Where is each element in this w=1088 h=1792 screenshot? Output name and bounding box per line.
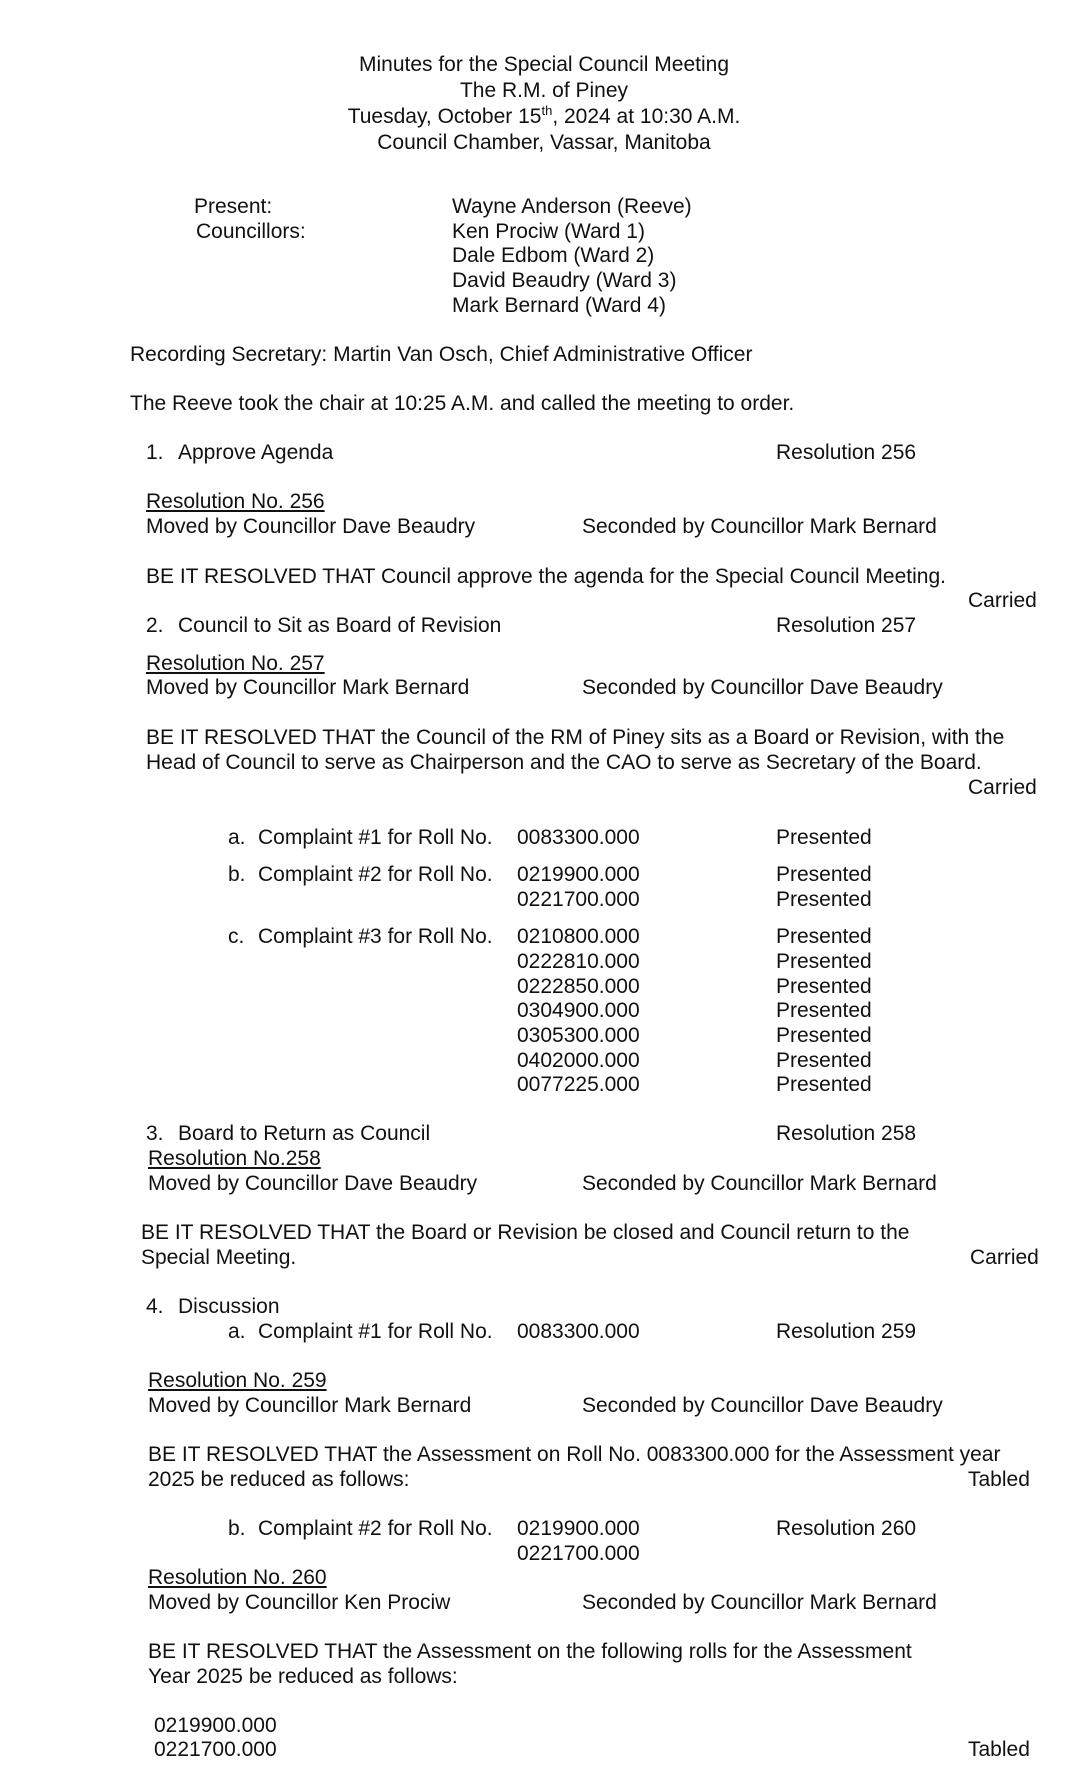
complaint-status: Presented xyxy=(776,888,872,911)
roll-number: 0402000.000 xyxy=(517,1049,640,1072)
item-title: Discussion xyxy=(178,1295,280,1318)
seconded-by: Seconded by Councillor Dave Beaudry xyxy=(582,676,943,699)
discussion-letter: b. xyxy=(228,1517,246,1540)
item-number: 4. xyxy=(146,1295,164,1318)
roll-number: 0222810.000 xyxy=(517,950,640,973)
moved-by: Moved by Councillor Ken Prociw xyxy=(148,1591,451,1614)
municipality-name: The R.M. of Piney xyxy=(459,79,629,102)
item-resolution-ref: Resolution 257 xyxy=(776,614,917,637)
resolution-text: BE IT RESOLVED THAT the Assessment on the following rolls for the Assessment xyxy=(148,1640,912,1663)
resolution-heading: Resolution No. 256 xyxy=(146,490,325,513)
discussion-label: Complaint #2 for Roll No. xyxy=(258,1517,493,1540)
roll-number: 0219900.000 xyxy=(517,1517,640,1540)
item-resolution-ref: Resolution 260 xyxy=(776,1517,917,1540)
roll-number: 0305300.000 xyxy=(517,1024,640,1047)
councillor-name: David Beaudry (Ward 3) xyxy=(452,269,677,292)
complaint-letter: a. xyxy=(228,826,246,849)
resolution-text: BE IT RESOLVED THAT the Board or Revision be closed and Council return to the xyxy=(141,1221,910,1244)
resolution-text: Head of Council to serve as Chairperson and the CAO to serve as Secretary of the Board. xyxy=(146,751,982,774)
resolution-status: Tabled xyxy=(968,1468,1030,1491)
item-number: 3. xyxy=(146,1122,164,1145)
councillor-name: Mark Bernard (Ward 4) xyxy=(452,294,666,317)
resolution-status: Carried xyxy=(970,1246,1039,1269)
moved-by: Moved by Councillor Mark Bernard xyxy=(146,676,470,699)
present-label: Present: xyxy=(194,195,273,218)
recording-secretary: Recording Secretary: Martin Van Osch, Chief Administrative Officer xyxy=(130,343,753,366)
item-resolution-ref: Resolution 258 xyxy=(776,1122,917,1145)
complaint-status: Presented xyxy=(776,1049,872,1072)
complaint-status: Presented xyxy=(776,863,872,886)
roll-number: 0219900.000 xyxy=(154,1714,277,1737)
item-title: Approve Agenda xyxy=(178,441,334,464)
complaint-label: Complaint #2 for Roll No. xyxy=(258,863,493,886)
resolution-text: BE IT RESOLVED THAT Council approve the agenda for the Special Council Meeting. xyxy=(146,565,946,588)
seconded-by: Seconded by Councillor Dave Beaudry xyxy=(582,1394,943,1417)
resolution-text: BE IT RESOLVED THAT the Assessment on Roll No. 0083300.000 for the Assessment year xyxy=(148,1443,1001,1466)
roll-number: 0221700.000 xyxy=(154,1738,277,1761)
roll-number: 0219900.000 xyxy=(517,863,640,886)
complaint-status: Presented xyxy=(776,1024,872,1047)
complaint-letter: c. xyxy=(228,925,245,948)
seconded-by: Seconded by Councillor Mark Bernard xyxy=(582,1172,937,1195)
item-title: Council to Sit as Board of Revision xyxy=(178,614,502,637)
reeve-name: Wayne Anderson (Reeve) xyxy=(452,195,692,218)
item-title: Board to Return as Council xyxy=(178,1122,431,1145)
resolution-text: BE IT RESOLVED THAT the Council of the RM of Piney sits as a Board or Revision, with the xyxy=(146,726,1005,749)
resolution-text: Special Meeting. xyxy=(141,1246,297,1269)
discussion-label: Complaint #1 for Roll No. xyxy=(258,1320,493,1343)
complaint-label: Complaint #3 for Roll No. xyxy=(258,925,493,948)
call-to-order: The Reeve took the chair at 10:25 A.M. and called the meeting to order. xyxy=(130,392,795,415)
meeting-date xyxy=(0,104,1088,130)
moved-by: Moved by Councillor Dave Beaudry xyxy=(146,515,476,538)
resolution-status: Carried xyxy=(968,589,1037,612)
complaint-status: Presented xyxy=(776,999,872,1022)
resolution-status: Tabled xyxy=(968,1738,1030,1761)
complaint-letter: b. xyxy=(228,863,246,886)
moved-by: Moved by Councillor Dave Beaudry xyxy=(148,1172,478,1195)
meeting-title: Minutes for the Special Council Meeting xyxy=(358,53,730,76)
resolution-heading: Resolution No. 259 xyxy=(148,1369,327,1392)
roll-number: 0221700.000 xyxy=(517,1542,640,1565)
complaint-status: Presented xyxy=(776,975,872,998)
resolution-heading: Resolution No. 257 xyxy=(146,652,325,675)
complaint-status: Presented xyxy=(776,826,872,849)
item-number: 1. xyxy=(146,441,164,464)
resolution-status: Carried xyxy=(968,776,1037,799)
complaint-status: Presented xyxy=(776,950,872,973)
resolution-heading: Resolution No.258 xyxy=(148,1147,321,1170)
roll-number: 0083300.000 xyxy=(517,826,640,849)
resolution-text: Year 2025 be reduced as follows: xyxy=(148,1665,458,1688)
item-number: 2. xyxy=(146,614,164,637)
complaint-status: Presented xyxy=(776,1073,872,1096)
moved-by: Moved by Councillor Mark Bernard xyxy=(148,1394,472,1417)
roll-number: 0222850.000 xyxy=(517,975,640,998)
councillor-name: Ken Prociw (Ward 1) xyxy=(452,220,645,243)
discussion-letter: a. xyxy=(228,1320,246,1343)
complaint-label: Complaint #1 for Roll No. xyxy=(258,826,493,849)
meeting-time: , 2024 at 10:30 A.M. xyxy=(552,105,741,128)
resolution-text: 2025 be reduced as follows: xyxy=(148,1468,410,1491)
seconded-by: Seconded by Councillor Mark Bernard xyxy=(582,1591,937,1614)
meeting-date-suffix: th xyxy=(541,103,553,118)
roll-number: 0304900.000 xyxy=(517,999,640,1022)
resolution-heading: Resolution No. 260 xyxy=(148,1566,327,1589)
complaint-status: Presented xyxy=(776,925,872,948)
meeting-date-main: Tuesday, October 15 xyxy=(347,105,542,128)
meeting-location: Council Chamber, Vassar, Manitoba xyxy=(377,131,711,154)
item-resolution-ref: Resolution 256 xyxy=(776,441,917,464)
roll-number: 0221700.000 xyxy=(517,888,640,911)
item-resolution-ref: Resolution 259 xyxy=(776,1320,917,1343)
seconded-by: Seconded by Councillor Mark Bernard xyxy=(582,515,937,538)
councillors-label: Councillors: xyxy=(196,220,306,243)
councillor-name: Dale Edbom (Ward 2) xyxy=(452,244,655,267)
roll-number: 0077225.000 xyxy=(517,1073,640,1096)
roll-number: 0083300.000 xyxy=(517,1320,640,1343)
roll-number: 0210800.000 xyxy=(517,925,640,948)
